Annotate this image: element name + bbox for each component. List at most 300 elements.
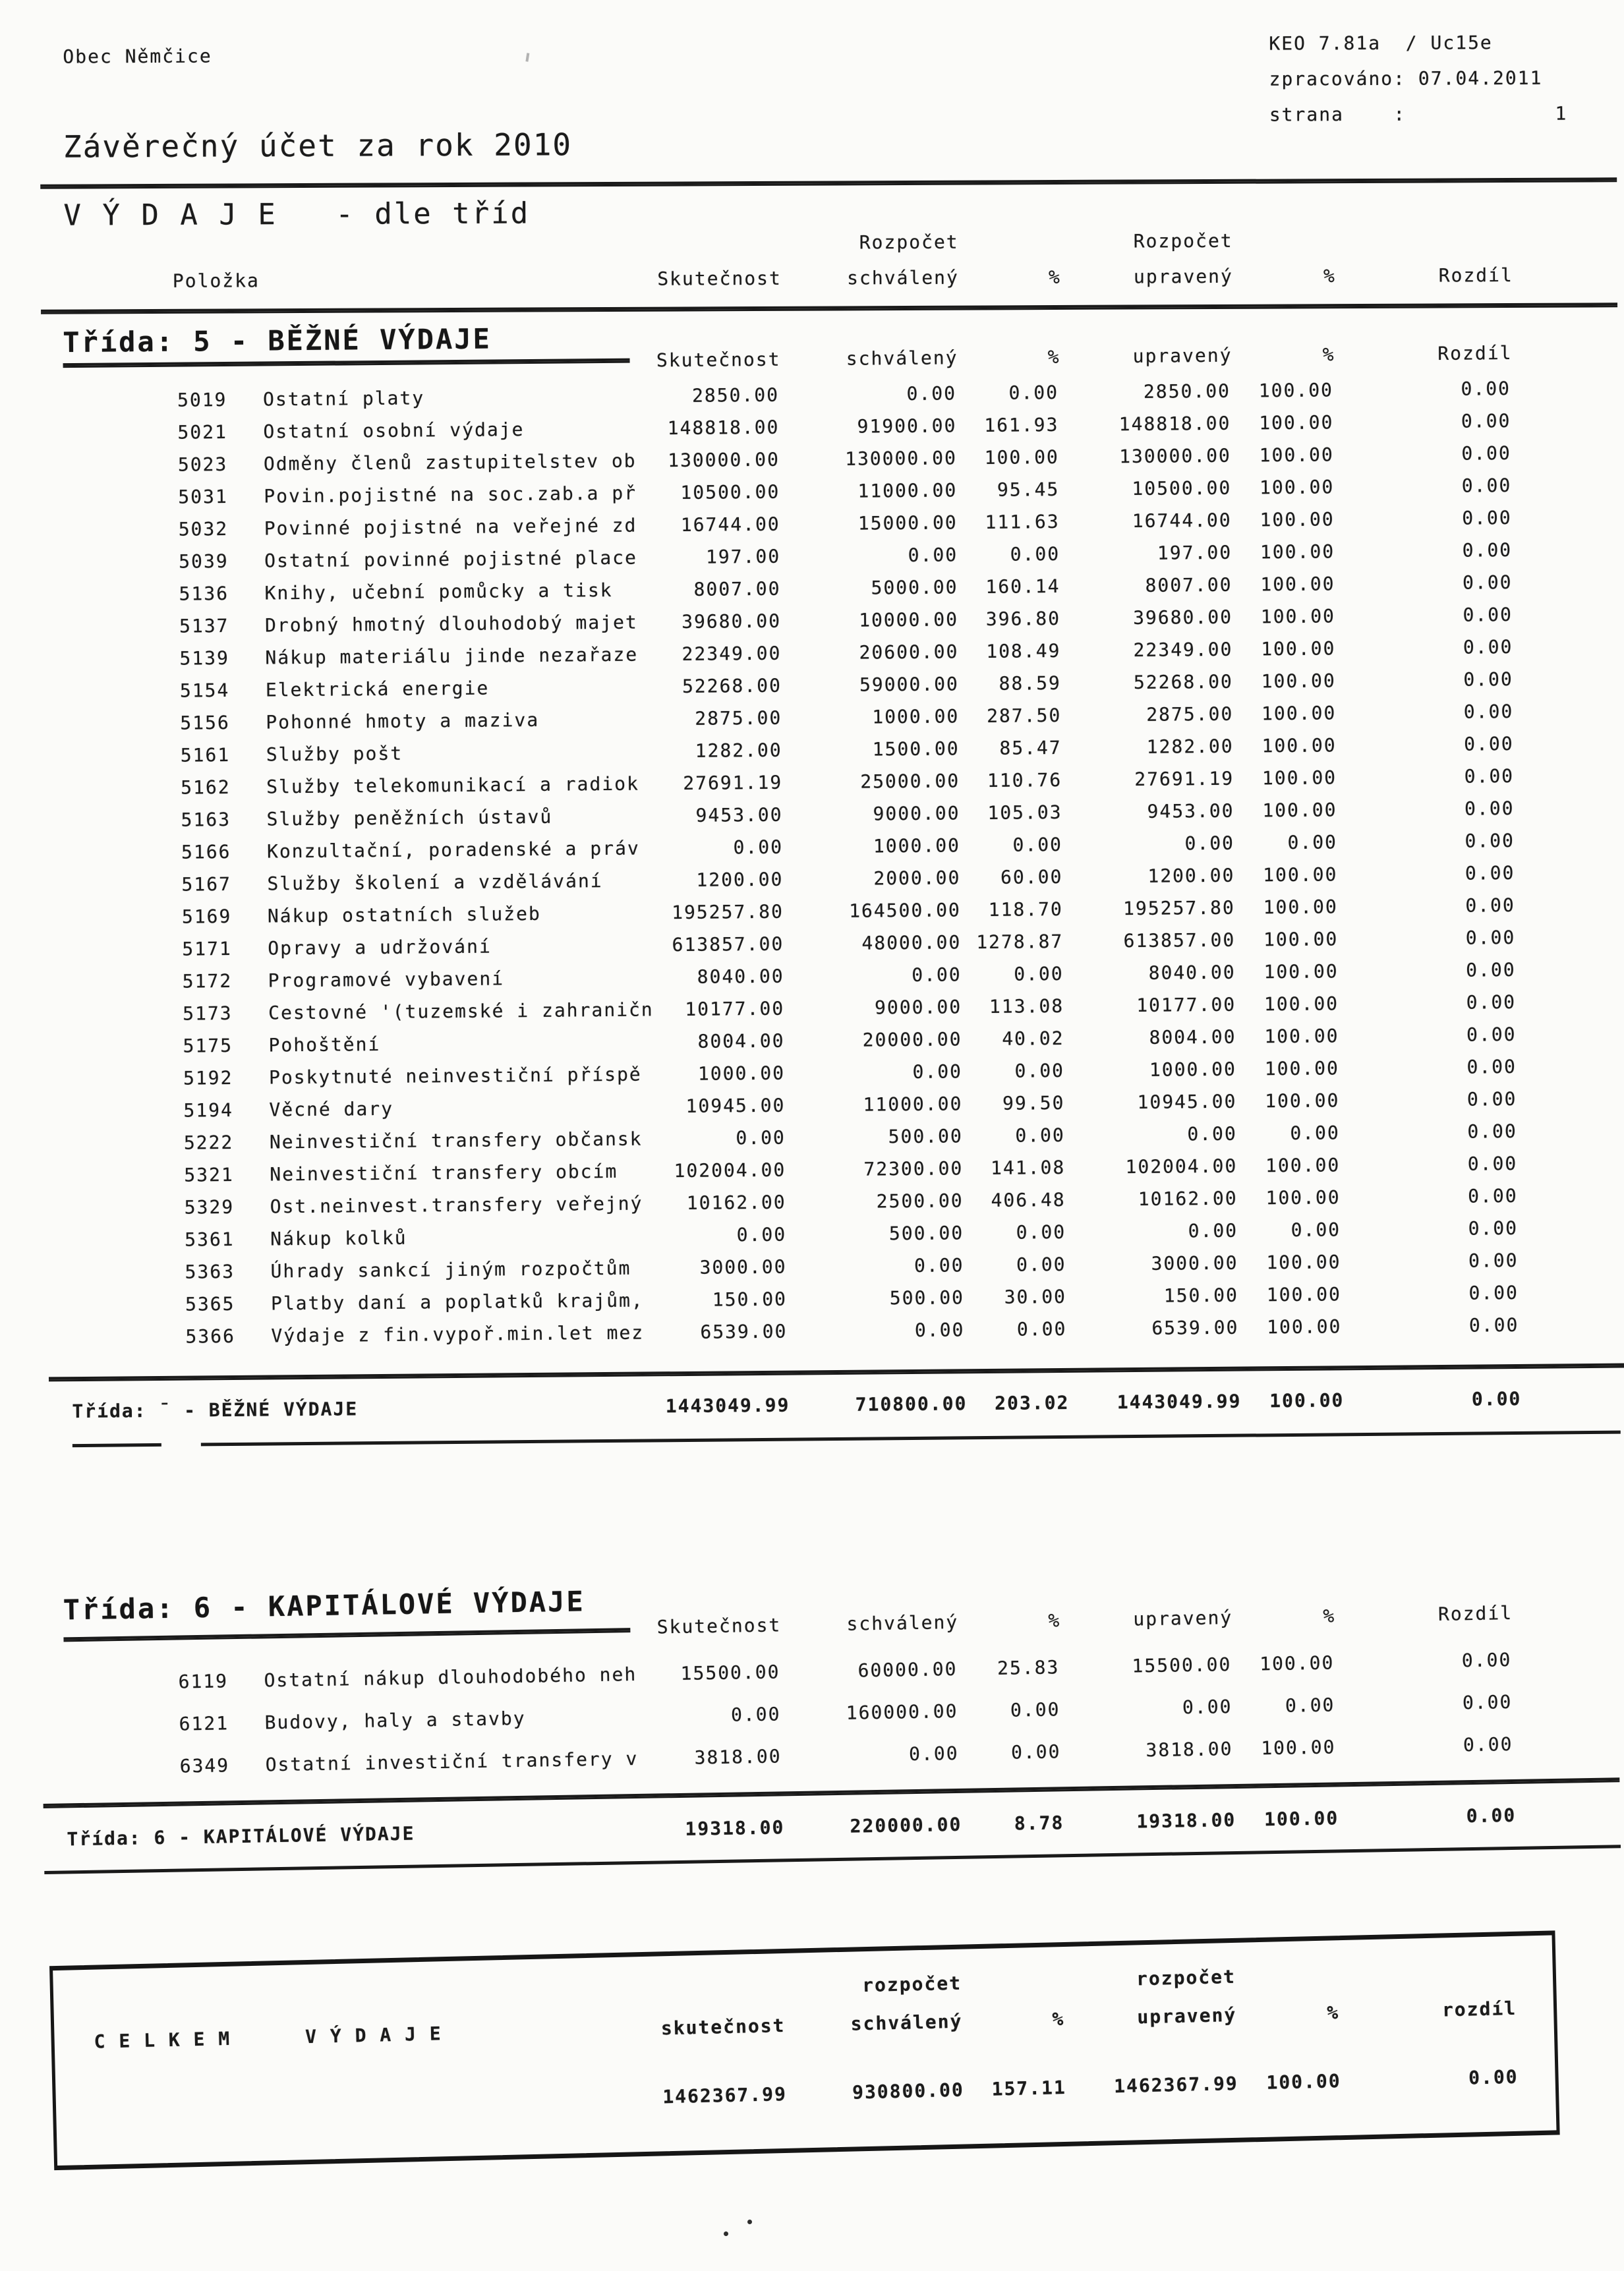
row-code: 5031 bbox=[178, 485, 228, 508]
row-pct-2: 100.00 bbox=[1266, 1283, 1342, 1306]
row-name: Věcné dary bbox=[269, 1097, 394, 1121]
row-name: Neinvestiční transfery občansk bbox=[269, 1128, 643, 1153]
row-rozdil: 0.00 bbox=[1462, 571, 1513, 594]
row-name: Cestovné '(tuzemské i zahraničn bbox=[268, 998, 654, 1024]
row-rozdil: 0.00 bbox=[1464, 797, 1515, 820]
trida6-total-label: Třída: 6 - KAPITÁLOVÉ VÝDAJE bbox=[67, 1822, 415, 1851]
row-rozdil: 0.00 bbox=[1462, 506, 1512, 529]
row-skutecnost: 148818.00 bbox=[667, 416, 780, 440]
spacer bbox=[1336, 225, 1513, 255]
row-skutecnost: 1000.00 bbox=[697, 1062, 786, 1085]
row-rozdil: 0.00 bbox=[1462, 538, 1513, 561]
row-upraveny: 27691.19 bbox=[1134, 767, 1234, 791]
subheader-upraveny: upravený bbox=[1132, 344, 1232, 368]
trida5-total-label: Třída: ˉ - BĚŽNÉ VÝDAJE bbox=[72, 1398, 359, 1423]
row-code: 5163 bbox=[181, 808, 231, 831]
celkem-summary-box bbox=[49, 1930, 1560, 2170]
row-code: 6349 bbox=[179, 1754, 230, 1777]
row-pct-2: 100.00 bbox=[1258, 379, 1334, 402]
row-pct-1: 95.45 bbox=[997, 478, 1060, 501]
row-pct-1: 0.00 bbox=[1010, 1698, 1060, 1721]
row-code: 5329 bbox=[184, 1195, 235, 1219]
row-pct-2: 0.00 bbox=[1290, 1122, 1340, 1144]
trida5-total-pct-2: 100.00 bbox=[1269, 1389, 1345, 1412]
row-schvaleny: 1000.00 bbox=[872, 705, 960, 728]
subheader-schvaleny: schválený bbox=[846, 347, 958, 370]
row-rozdil: 0.00 bbox=[1465, 926, 1516, 949]
row-name: Služby školení a vzdělávání bbox=[267, 870, 603, 895]
row-code: 6121 bbox=[179, 1712, 229, 1735]
spacer bbox=[1338, 1956, 1516, 1989]
row-rozdil: 0.00 bbox=[1466, 1023, 1517, 1046]
row-code: 5167 bbox=[181, 873, 232, 896]
row-name: Ostatní nákup dlouhodobého neh bbox=[264, 1663, 637, 1692]
row-upraveny: 3000.00 bbox=[1151, 1251, 1238, 1275]
row-skutecnost: 102004.00 bbox=[674, 1159, 786, 1182]
celkem-rozdil-value: 0.00 bbox=[1468, 2065, 1519, 2089]
row-skutecnost: 16744.00 bbox=[680, 513, 780, 536]
row-skutecnost: 1200.00 bbox=[696, 868, 784, 891]
trida5-heading: Třída: 5 - BĚŽNÉ VÝDAJE bbox=[63, 322, 492, 359]
row-name: Nákup materiálu jinde nezařaze bbox=[265, 643, 639, 669]
row-schvaleny: 9000.00 bbox=[873, 802, 960, 825]
row-name: Platby daní a poplatků krajům, bbox=[270, 1289, 644, 1315]
row-pct-2: 0.00 bbox=[1287, 831, 1338, 853]
rozdil-header: Rozdíl bbox=[1438, 264, 1513, 287]
row-skutecnost: 10162.00 bbox=[686, 1191, 786, 1214]
trida6-total-pct-2: 100.00 bbox=[1263, 1807, 1339, 1831]
row-schvaleny: 160000.00 bbox=[846, 1700, 958, 1724]
row-skutecnost: 2875.00 bbox=[695, 706, 782, 730]
row-name: Knihy, učební pomůcky a tisk bbox=[264, 579, 613, 604]
row-upraveny: 0.00 bbox=[1182, 1696, 1232, 1719]
trida6-total-upraveny: 19318.00 bbox=[1136, 1808, 1236, 1833]
subheader-skutecnost: Skutečnost bbox=[656, 348, 781, 372]
row-code: 5365 bbox=[185, 1292, 235, 1315]
upraveny-header: upravený bbox=[1133, 265, 1233, 288]
row-upraveny: 613857.00 bbox=[1123, 929, 1236, 952]
row-schvaleny: 0.00 bbox=[912, 1060, 963, 1083]
row-pct-2: 100.00 bbox=[1259, 411, 1334, 434]
report-subtitle: V Ý D A J E - dle tříd bbox=[63, 196, 531, 233]
document-title: Závěrečný účet za rok 2010 bbox=[63, 127, 573, 165]
row-upraveny: 2875.00 bbox=[1146, 703, 1234, 726]
row-name: Služby pošt bbox=[266, 742, 403, 766]
row-upraveny: 10177.00 bbox=[1136, 993, 1236, 1016]
row-upraveny: 15500.00 bbox=[1132, 1653, 1232, 1677]
row-schvaleny: 5000.00 bbox=[871, 576, 958, 599]
row-code: 5137 bbox=[179, 614, 229, 637]
row-code: 5171 bbox=[182, 937, 232, 960]
row-rozdil: 0.00 bbox=[1464, 861, 1515, 884]
spacer bbox=[959, 227, 1061, 257]
subheader-pct-2: % bbox=[1323, 1605, 1336, 1627]
row-name: Ostatní investiční transfery v bbox=[265, 1747, 639, 1776]
row-pct-2: 100.00 bbox=[1264, 1057, 1340, 1080]
trida6-total-skutecnost: 19318.00 bbox=[685, 1816, 785, 1840]
row-upraveny: 150.00 bbox=[1163, 1284, 1239, 1307]
row-rozdil: 0.00 bbox=[1461, 442, 1511, 465]
processed-date: zpracováno: 07.04.2011 bbox=[1269, 67, 1543, 90]
row-upraveny: 1200.00 bbox=[1147, 864, 1235, 887]
subheader-rozdil: Rozdíl bbox=[1437, 341, 1513, 364]
row-rozdil: 0.00 bbox=[1468, 1184, 1518, 1207]
row-upraveny: 10945.00 bbox=[1137, 1090, 1237, 1113]
row-code: 5161 bbox=[180, 743, 231, 766]
row-pct-1: 85.47 bbox=[999, 736, 1062, 759]
trida6-total-rozdil: 0.00 bbox=[1466, 1804, 1517, 1827]
row-pct-1: 88.59 bbox=[999, 672, 1061, 695]
trida6-total-row bbox=[4, 1799, 1517, 1857]
row-pct-1: 0.00 bbox=[1010, 542, 1060, 565]
celkem-pct-header-1: % bbox=[1052, 2007, 1065, 2030]
row-upraveny: 0.00 bbox=[1187, 1122, 1237, 1145]
row-skutecnost: 8040.00 bbox=[697, 965, 784, 988]
spacer bbox=[64, 229, 595, 261]
row-skutecnost: 9453.00 bbox=[695, 803, 783, 826]
trida6-heading: Třída: 6 - KAPITÁLOVÉ VÝDAJE bbox=[63, 1585, 586, 1626]
spacer bbox=[598, 1973, 785, 2007]
row-rozdil: 0.00 bbox=[1464, 829, 1515, 852]
celkem-upraveny-header: upravený bbox=[1137, 2003, 1237, 2028]
row-name: Nákup ostatních služeb bbox=[267, 902, 541, 927]
row-pct-2: 100.00 bbox=[1265, 1154, 1341, 1177]
row-name: Nákup kolků bbox=[270, 1226, 407, 1250]
row-name: Ostatní osobní výdaje bbox=[263, 418, 525, 443]
row-pct-2: 100.00 bbox=[1263, 896, 1338, 919]
row-schvaleny: 0.00 bbox=[908, 544, 958, 566]
row-pct-2: 100.00 bbox=[1261, 670, 1336, 693]
row-pct-1: 105.03 bbox=[987, 801, 1062, 824]
row-name: Pohoštění bbox=[268, 1033, 381, 1056]
row-upraveny: 197.00 bbox=[1157, 541, 1232, 564]
row-rozdil: 0.00 bbox=[1466, 1087, 1517, 1110]
subheader-pct-1: % bbox=[1048, 1609, 1061, 1632]
row-rozdil: 0.00 bbox=[1461, 410, 1511, 432]
row-pct-2: 100.00 bbox=[1265, 1089, 1340, 1112]
row-rozdil: 0.00 bbox=[1466, 1055, 1517, 1078]
row-name: Programové vybavení bbox=[268, 967, 505, 992]
row-pct-2: 100.00 bbox=[1265, 1186, 1341, 1209]
row-pct-2: 100.00 bbox=[1262, 734, 1337, 757]
celkem-values-row bbox=[56, 2063, 1519, 2126]
row-rozdil: 0.00 bbox=[1461, 378, 1511, 400]
row-skutecnost: 195257.80 bbox=[671, 900, 784, 924]
row-upraveny: 148818.00 bbox=[1118, 412, 1231, 436]
row-pct-1: 60.00 bbox=[1000, 865, 1063, 888]
spacer bbox=[1233, 226, 1336, 256]
polozka-header bbox=[64, 265, 595, 297]
row-rozdil: 0.00 bbox=[1466, 991, 1517, 1014]
row-pct-1: 0.00 bbox=[1008, 381, 1059, 404]
row-rozdil: 0.00 bbox=[1468, 1281, 1519, 1304]
schvaleny-header: schválený bbox=[847, 266, 959, 289]
row-upraveny: 22349.00 bbox=[1133, 638, 1233, 662]
row-upraveny: 0.00 bbox=[1188, 1219, 1238, 1242]
row-skutecnost: 130000.00 bbox=[667, 448, 780, 472]
row-upraveny: 1282.00 bbox=[1146, 735, 1234, 758]
row-schvaleny: 130000.00 bbox=[844, 447, 957, 470]
row-code: 5139 bbox=[179, 647, 230, 670]
celkem-label bbox=[67, 2016, 599, 2057]
row-pct-2: 100.00 bbox=[1259, 444, 1334, 467]
row-skutecnost: 39680.00 bbox=[681, 610, 782, 633]
row-skutecnost: 52268.00 bbox=[682, 674, 782, 697]
row-name: Povinné pojistné na veřejné zd bbox=[264, 514, 637, 540]
spacer bbox=[961, 1967, 1064, 1998]
trida5-total-skutecnost: 1443049.99 bbox=[665, 1394, 790, 1418]
subheader-skutecnost: Skutečnost bbox=[656, 1614, 782, 1638]
row-pct-2: 100.00 bbox=[1261, 1736, 1336, 1760]
row-skutecnost: 22349.00 bbox=[682, 642, 782, 665]
row-schvaleny: 91900.00 bbox=[857, 415, 957, 438]
row-skutecnost: 10945.00 bbox=[685, 1094, 786, 1117]
row-pct-1: 110.76 bbox=[987, 768, 1062, 791]
row-code: 5166 bbox=[181, 840, 231, 863]
row-rozdil: 0.00 bbox=[1467, 1152, 1518, 1175]
row-schvaleny: 0.00 bbox=[908, 1742, 959, 1766]
row-skutecnost: 0.00 bbox=[730, 1703, 781, 1726]
trida5-total-schvaleny: 710800.00 bbox=[855, 1393, 968, 1416]
row-schvaleny: 10000.00 bbox=[858, 608, 959, 631]
row-pct-1: 161.93 bbox=[984, 413, 1059, 436]
trida5-total-row bbox=[9, 1383, 1521, 1429]
trida6-total-pct-1: 8.78 bbox=[1014, 1812, 1064, 1835]
celkem-rozpocet-label-1: rozpočet bbox=[861, 1972, 962, 1997]
row-rozdil: 0.00 bbox=[1463, 700, 1514, 723]
row-pct-2: 100.00 bbox=[1262, 766, 1337, 790]
row-rozdil: 0.00 bbox=[1463, 1733, 1513, 1756]
subheader-upraveny: upravený bbox=[1133, 1607, 1233, 1630]
row-pct-1: 99.50 bbox=[1002, 1091, 1065, 1114]
row-code: 5222 bbox=[183, 1131, 234, 1154]
scan-artifact-dot bbox=[747, 2220, 752, 2224]
scan-artifact-dot bbox=[724, 2231, 728, 2236]
row-name: Neinvestiční transfery obcím bbox=[270, 1160, 618, 1186]
row-name: Budovy, haly a stavby bbox=[264, 1707, 526, 1734]
row-name: Výdaje z fin.vypoř.min.let mez bbox=[271, 1321, 645, 1347]
row-rozdil: 0.00 bbox=[1465, 894, 1515, 917]
row-upraveny: 8040.00 bbox=[1148, 961, 1236, 984]
row-skutecnost: 0.00 bbox=[736, 1223, 787, 1246]
skutecnost-header: Skutečnost bbox=[657, 267, 782, 290]
celkem-skutecnost-header: skutečnost bbox=[660, 2014, 786, 2040]
row-pct-1: 111.63 bbox=[985, 510, 1060, 533]
celkem-skutecnost-value: 1462367.99 bbox=[662, 2083, 788, 2108]
row-schvaleny: 11000.00 bbox=[863, 1093, 963, 1116]
row-pct-2: 100.00 bbox=[1263, 863, 1338, 886]
row-pct-1: 141.08 bbox=[990, 1156, 1066, 1179]
row-pct-1: 396.80 bbox=[985, 607, 1061, 630]
row-schvaleny: 9000.00 bbox=[874, 996, 962, 1019]
row-pct-1: 0.00 bbox=[1015, 1124, 1065, 1147]
software-version: KEO 7.81a / Uc15e bbox=[1269, 32, 1493, 55]
celkem-pct-header-2: % bbox=[1326, 2001, 1340, 2024]
row-pct-1: 100.00 bbox=[984, 446, 1059, 469]
long-rule-below-trida5-total bbox=[201, 1431, 1621, 1447]
row-code: 5361 bbox=[185, 1228, 235, 1251]
trida5-total-pct-1: 203.02 bbox=[995, 1391, 1070, 1414]
celkem-schvaleny-value: 930800.00 bbox=[852, 2079, 965, 2104]
row-schvaleny: 20000.00 bbox=[862, 1028, 962, 1051]
row-code: 5363 bbox=[185, 1260, 235, 1283]
row-pct-1: 1278.87 bbox=[976, 930, 1064, 954]
row-code: 5366 bbox=[185, 1325, 236, 1348]
subheader-schvaleny: schválený bbox=[846, 1611, 959, 1635]
row-pct-1: 0.00 bbox=[1014, 1059, 1065, 1082]
row-skutecnost: 6539.00 bbox=[700, 1320, 788, 1343]
row-name: Povin.pojistné na soc.zab.a př bbox=[264, 482, 637, 507]
row-upraveny: 130000.00 bbox=[1118, 444, 1231, 468]
row-pct-2: 100.00 bbox=[1263, 928, 1339, 951]
row-pct-2: 100.00 bbox=[1260, 573, 1335, 596]
row-upraveny: 0.00 bbox=[1184, 832, 1235, 855]
row-rozdil: 0.00 bbox=[1462, 1690, 1513, 1714]
row-schvaleny: 0.00 bbox=[906, 382, 957, 405]
celkem-rozpocet-label-2: rozpočet bbox=[1136, 1965, 1236, 1990]
row-pct-2: 100.00 bbox=[1264, 1025, 1339, 1048]
trida5-total-rozdil: 0.00 bbox=[1471, 1387, 1522, 1410]
row-rozdil: 0.00 bbox=[1468, 1217, 1519, 1240]
subheader-pct-1: % bbox=[1047, 345, 1060, 368]
row-code: 5192 bbox=[183, 1066, 233, 1089]
trida6-section bbox=[0, 1555, 1624, 1851]
row-skutecnost: 3818.00 bbox=[694, 1745, 782, 1769]
row-skutecnost: 197.00 bbox=[705, 545, 781, 568]
row-pct-2: 100.00 bbox=[1266, 1251, 1341, 1274]
row-pct-1: 30.00 bbox=[1004, 1285, 1067, 1308]
row-code: 5194 bbox=[183, 1099, 234, 1122]
pct-header-2: % bbox=[1323, 265, 1336, 287]
row-pct-1: 0.00 bbox=[1014, 962, 1064, 985]
row-pct-2: 100.00 bbox=[1259, 476, 1335, 499]
row-schvaleny: 164500.00 bbox=[848, 899, 961, 922]
row-code: 5156 bbox=[180, 711, 230, 734]
row-pct-1: 113.08 bbox=[989, 994, 1064, 1018]
row-pct-2: 100.00 bbox=[1263, 992, 1339, 1016]
row-schvaleny: 2000.00 bbox=[873, 867, 961, 890]
row-upraveny: 6539.00 bbox=[1151, 1316, 1239, 1339]
spacer bbox=[69, 2084, 601, 2126]
row-upraveny: 2850.00 bbox=[1143, 380, 1231, 403]
celkem-label-text: C E L K E M V Ý D A J E bbox=[94, 2023, 442, 2053]
spacer bbox=[67, 1978, 598, 2019]
row-skutecnost: 2850.00 bbox=[691, 384, 780, 407]
row-schvaleny: 1500.00 bbox=[872, 737, 960, 761]
polozka-header-label: Položka bbox=[172, 270, 260, 292]
row-pct-2: 100.00 bbox=[1267, 1315, 1342, 1338]
row-pct-2: 0.00 bbox=[1285, 1694, 1335, 1717]
spacer bbox=[1235, 1960, 1339, 1992]
row-pct-2: 100.00 bbox=[1259, 1652, 1335, 1675]
row-skutecnost: 1282.00 bbox=[695, 739, 782, 762]
divider-above-trida5-total bbox=[49, 1364, 1624, 1382]
row-upraveny: 102004.00 bbox=[1125, 1155, 1238, 1178]
row-pct-2: 100.00 bbox=[1261, 637, 1336, 660]
row-pct-1: 0.00 bbox=[1012, 833, 1063, 856]
row-schvaleny: 15000.00 bbox=[857, 511, 958, 534]
row-code: 5021 bbox=[177, 420, 228, 444]
row-pct-1: 118.70 bbox=[988, 898, 1063, 921]
row-pct-2: 100.00 bbox=[1261, 702, 1337, 725]
row-schvaleny: 1000.00 bbox=[873, 834, 961, 857]
row-skutecnost: 8007.00 bbox=[693, 577, 781, 600]
row-pct-1: 108.49 bbox=[986, 639, 1061, 662]
row-name: Elektrická energie bbox=[265, 677, 490, 701]
row-rozdil: 0.00 bbox=[1463, 635, 1513, 658]
celkem-rozdil-header: rozdíl bbox=[1441, 1997, 1517, 2021]
row-pct-1: 0.00 bbox=[1010, 1740, 1061, 1764]
row-code: 5032 bbox=[178, 517, 229, 540]
organization-name: Obec Němčice bbox=[63, 45, 212, 68]
row-code: 5019 bbox=[177, 388, 227, 411]
row-name: Drobný hmotný dlouhodobý majet bbox=[264, 611, 638, 637]
row-pct-1: 0.00 bbox=[1016, 1253, 1066, 1276]
row-schvaleny: 72300.00 bbox=[863, 1157, 964, 1180]
rozpocet-label-1: Rozpočet bbox=[859, 231, 959, 254]
row-upraveny: 3818.00 bbox=[1146, 1738, 1233, 1762]
row-skutecnost: 27691.19 bbox=[683, 771, 783, 794]
trida5-rows bbox=[1, 371, 1624, 1354]
row-skutecnost: 10177.00 bbox=[685, 997, 785, 1020]
row-schvaleny: 25000.00 bbox=[860, 770, 960, 793]
trida5-total-upraveny: 1443049.99 bbox=[1116, 1390, 1242, 1414]
row-skutecnost: 15500.00 bbox=[680, 1661, 780, 1684]
row-upraveny: 52268.00 bbox=[1133, 670, 1233, 694]
row-name: Ostatní povinné pojistné place bbox=[264, 546, 638, 572]
row-pct-2: 100.00 bbox=[1260, 540, 1335, 563]
budget-label-row bbox=[1, 225, 1513, 261]
row-upraveny: 9453.00 bbox=[1147, 799, 1234, 822]
row-upraveny: 16744.00 bbox=[1132, 509, 1232, 532]
row-name: Pohonné hmoty a maziva bbox=[266, 708, 540, 733]
row-pct-2: 100.00 bbox=[1260, 605, 1336, 628]
row-code: 5023 bbox=[177, 453, 228, 476]
row-rozdil: 0.00 bbox=[1468, 1313, 1519, 1337]
row-rozdil: 0.00 bbox=[1466, 958, 1516, 981]
row-code: 5321 bbox=[184, 1163, 234, 1186]
row-schvaleny: 0.00 bbox=[914, 1319, 965, 1341]
row-upraveny: 195257.80 bbox=[1122, 896, 1235, 920]
row-name: Služby telekomunikací a radiok bbox=[266, 772, 640, 798]
row-name: Ost.neinvest.transfery veřejný bbox=[270, 1192, 643, 1218]
row-rozdil: 0.00 bbox=[1461, 1648, 1512, 1672]
row-schvaleny: 11000.00 bbox=[857, 479, 958, 502]
row-rozdil: 0.00 bbox=[1467, 1120, 1517, 1143]
celkem-pct-value-1: 157.11 bbox=[991, 2076, 1067, 2100]
row-skutecnost: 0.00 bbox=[736, 1126, 786, 1149]
row-schvaleny: 20600.00 bbox=[859, 641, 959, 664]
row-schvaleny: 48000.00 bbox=[861, 931, 962, 954]
row-schvaleny: 59000.00 bbox=[859, 673, 959, 696]
row-code: 5154 bbox=[179, 679, 230, 702]
row-upraveny: 10162.00 bbox=[1138, 1187, 1238, 1210]
row-schvaleny: 500.00 bbox=[889, 1286, 965, 1309]
divider-under-title bbox=[40, 177, 1617, 188]
row-code: 6119 bbox=[178, 1670, 229, 1693]
row-schvaleny: 500.00 bbox=[888, 1222, 964, 1245]
divider-under-header bbox=[41, 302, 1617, 314]
row-upraveny: 8004.00 bbox=[1149, 1025, 1236, 1049]
row-rozdil: 0.00 bbox=[1461, 474, 1512, 497]
row-upraveny: 8007.00 bbox=[1145, 573, 1232, 596]
row-schvaleny: 0.00 bbox=[914, 1254, 964, 1277]
row-pct-2: 100.00 bbox=[1263, 960, 1339, 983]
row-name: Ostatní platy bbox=[262, 387, 425, 411]
pct-header-1: % bbox=[1048, 266, 1061, 289]
trida6-total-schvaleny: 220000.00 bbox=[850, 1813, 962, 1837]
row-pct-1: 160.14 bbox=[985, 575, 1060, 598]
